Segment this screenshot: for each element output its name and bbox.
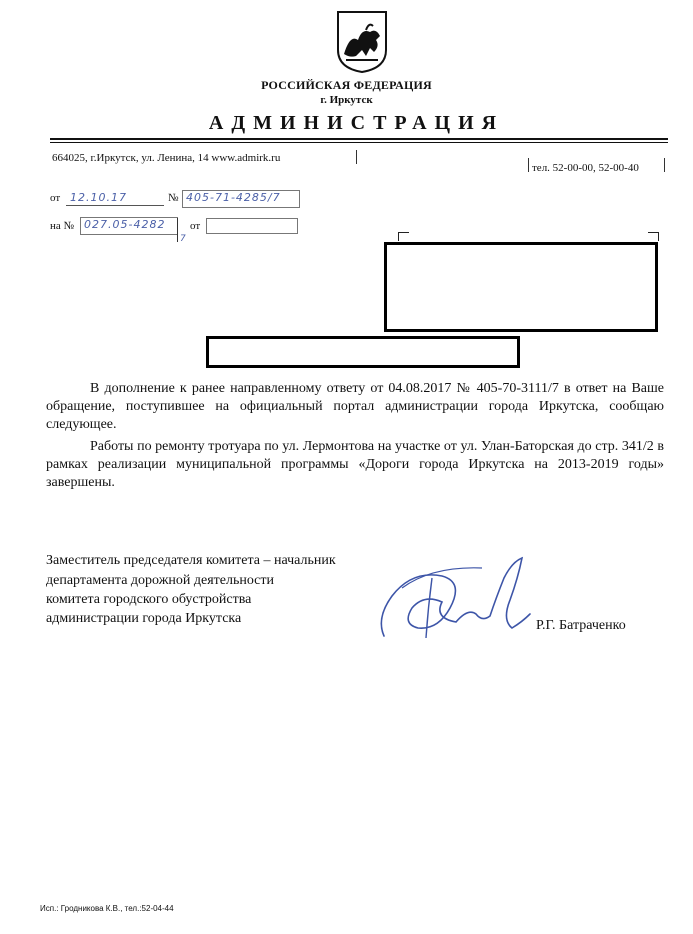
date-value: 12.10.17 — [70, 191, 127, 204]
number-label: № — [168, 192, 179, 204]
administration-title: АДМИНИСТРАЦИЯ — [208, 112, 505, 134]
date-underline — [66, 205, 164, 206]
phone-line: тел. 52-00-00, 52-00-40 — [532, 162, 639, 174]
body-paragraph-2: Работы по ремонту тротуара по ул. Лермонтова на участке от ул. Улан-Баторская до стр. 341/2 в рамках реализации муниципальной программы «Дороги города Иркутска на 2013-2019 годы» завершены. — [46, 439, 664, 490]
executor-footer: Исп.: Гродникова К.В., тел.:52-04-44 — [40, 904, 174, 913]
ref-divider — [177, 218, 178, 242]
city-title: г. Иркутск — [320, 94, 373, 106]
address-corner — [398, 232, 409, 241]
ref-from-label: от — [190, 220, 201, 232]
divider-tick — [528, 158, 529, 172]
signatory-title-line-3: комитета городского обустройства — [46, 592, 252, 607]
divider-tick — [356, 150, 357, 164]
address-line: 664025, г.Иркутск, ул. Ленина, 14 www.admirk.ru — [52, 152, 281, 164]
from-label: от — [50, 192, 61, 204]
signatory-title-line-2: департамента дорожной деятельности — [46, 573, 275, 588]
signatory-title-line-1: Заместитель председателя комитета – начальник — [46, 553, 336, 568]
irkutsk-coat-of-arms-icon — [336, 10, 388, 74]
ref-label: на № — [50, 220, 75, 232]
ref-date-box — [206, 218, 298, 234]
signatory-title-line-4: администрации города Иркутска — [46, 611, 242, 626]
redacted-recipient-block — [384, 242, 658, 332]
ref-suffix: 7 — [180, 234, 187, 244]
body-paragraph-1: В дополнение к ранее направленному ответу от 04.08.2017 № 405-70-3111/7 в ответ на Ваше обращение, поступившее на официальный портал администрации города Иркутска, сообщаю следующее. — [46, 381, 664, 432]
number-value: 405-71-4285/7 — [186, 191, 281, 204]
handwritten-signature — [372, 548, 542, 648]
divider-tick — [664, 158, 665, 172]
header-rule — [50, 138, 668, 140]
federation-title: РОССИЙСКАЯ ФЕДЕРАЦИЯ — [261, 78, 432, 92]
ref-number-value: 027.05-4282 — [84, 218, 166, 231]
signer-name: Р.Г. Батраченко — [536, 618, 626, 633]
header-rule-thin — [50, 142, 668, 143]
address-corner — [648, 232, 659, 241]
redacted-salutation-block — [206, 336, 520, 368]
